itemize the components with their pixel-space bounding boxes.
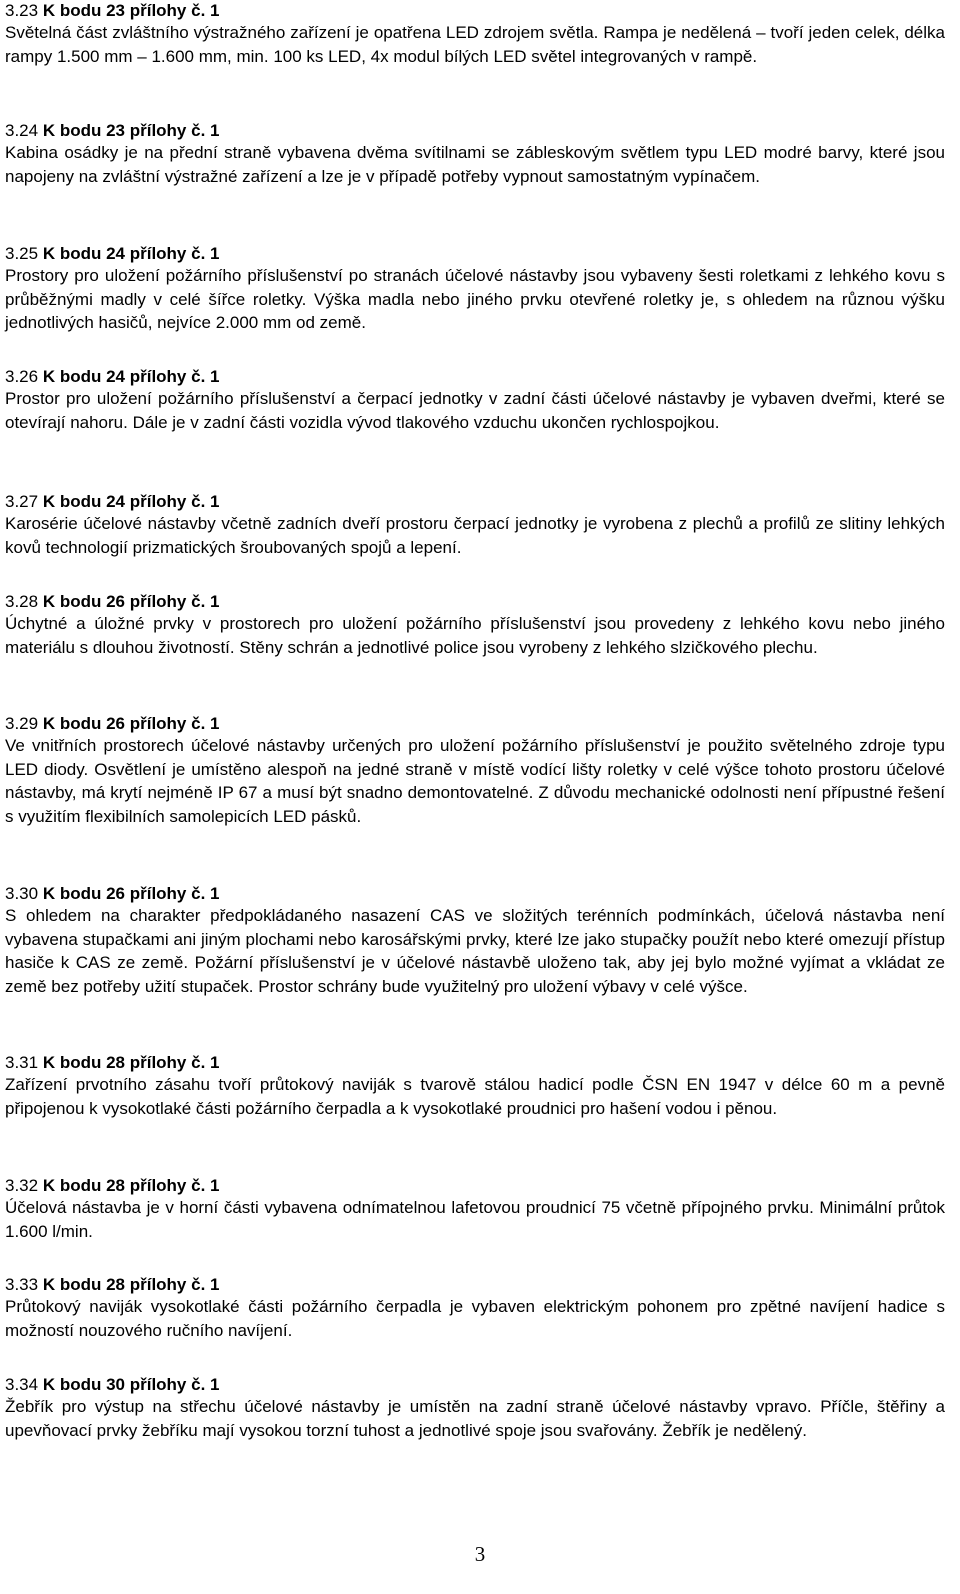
section-text bbox=[5, 387, 945, 434]
section-number: 3.28 bbox=[5, 592, 39, 611]
section-heading bbox=[5, 713, 945, 734]
section-title: K bodu 28 přílohy č. 1 bbox=[42, 1053, 220, 1072]
section-heading bbox=[5, 120, 945, 141]
section-title: K bodu 28 přílohy č. 1 bbox=[42, 1176, 220, 1195]
section-heading bbox=[5, 0, 945, 21]
section-3-24 bbox=[5, 120, 945, 188]
section-heading bbox=[5, 1052, 945, 1073]
section-heading bbox=[5, 1175, 945, 1196]
section-3-33 bbox=[5, 1274, 945, 1342]
section-heading bbox=[5, 491, 945, 512]
paragraph: Karosérie účelové nástavby včetně zadních dveří prostoru čerpací jednotky je vyrobena z plechů a profilů ze slitiny lehkých kovů technologií prizmatických šroubovaných spojů a lepení. bbox=[5, 514, 945, 557]
section-heading bbox=[5, 591, 945, 612]
paragraph: Výška madla nebo jiného prvku otevřené roletky je, s ohledem na různou výšku jednotlivých hasičů, nejvíce 2.000 mm od země. bbox=[5, 289, 945, 333]
section-number: 3.34 bbox=[5, 1375, 39, 1394]
section-number: 3.30 bbox=[5, 884, 39, 903]
section-text bbox=[5, 612, 945, 659]
section-text bbox=[5, 1395, 945, 1442]
section-number: 3.32 bbox=[5, 1176, 39, 1195]
section-title: K bodu 24 přílohy č. 1 bbox=[42, 492, 220, 511]
section-title: K bodu 24 přílohy č. 1 bbox=[42, 244, 220, 263]
section-text bbox=[5, 1196, 945, 1243]
section-3-28 bbox=[5, 591, 945, 659]
section-title: K bodu 28 přílohy č. 1 bbox=[42, 1275, 220, 1294]
paragraph: Osvětlení je umístěno alespoň na jedné straně v místě vodící lišty roletky v celé výšce tohoto prostoru účelové nástavby, má krytí nejméně IP 67 a musí být snadno demontovatelné. bbox=[5, 759, 945, 803]
section-title: K bodu 23 přílohy č. 1 bbox=[42, 121, 220, 140]
section-title: K bodu 26 přílohy č. 1 bbox=[42, 714, 220, 733]
section-3-32 bbox=[5, 1175, 945, 1243]
paragraph: Prostory pro uložení požárního příslušenství po stranách účelové nástavby jsou vybaveny šesti roletkami z lehkého kovu s průběžnými madly v celé šířce roletky. bbox=[5, 266, 945, 309]
paragraph: Průtokový naviják vysokotlaké části požárního čerpadla je vybaven elektrickým pohonem pro zpětné navíjení hadice s možností nouzového ručního navíjení. bbox=[5, 1297, 945, 1340]
section-3-29 bbox=[5, 713, 945, 829]
paragraph: S ohledem na charakter předpokládaného nasazení CAS ve složitých terénních podmínkách, účelová nástavba není vybavena stupačkami ani jiným plochami nebo karosářskými prvky, které lze jako stupačky použít nebo které omezují přístup hasiče k CAS ze země. bbox=[5, 906, 945, 973]
paragraph: Dále je v zadní části vozidla vývod tlakového vzduchu ukončen rychlospojkou. bbox=[132, 412, 720, 432]
section-text bbox=[5, 512, 945, 559]
section-3-25 bbox=[5, 243, 945, 335]
section-number: 3.33 bbox=[5, 1275, 39, 1294]
paragraph: Zařízení prvotního zásahu tvoří průtokový naviják s tvarově stálou hadicí podle ČSN EN 1947 v délce 60 m a pevně připojenou k vysokotlaké části požárního čerpadla a k vysokotlaké proudnici pro hašení vodou i pěnou. bbox=[5, 1075, 945, 1118]
paragraph: Úchytné a úložné prvky v prostorech pro uložení požárního příslušenství jsou provedeny z lehkého kovu nebo jiného materiálu s dlouhou životností. bbox=[5, 614, 945, 657]
section-title: K bodu 26 přílohy č. 1 bbox=[42, 592, 220, 611]
section-3-34 bbox=[5, 1374, 945, 1442]
section-title: K bodu 26 přílohy č. 1 bbox=[42, 884, 220, 903]
page-number: 3 bbox=[474, 1542, 486, 1566]
section-heading bbox=[5, 1274, 945, 1295]
section-number: 3.29 bbox=[5, 714, 39, 733]
section-text bbox=[5, 21, 945, 68]
section-heading bbox=[5, 1374, 945, 1395]
section-heading bbox=[5, 883, 945, 904]
section-3-23 bbox=[5, 0, 945, 68]
section-text bbox=[5, 1295, 945, 1342]
section-text bbox=[5, 1073, 945, 1120]
section-heading bbox=[5, 243, 945, 264]
paragraph: Kabina osádky je na přední straně vybavena dvěma svítilnami se zábleskovým světlem typu LED modré barvy, které jsou napojeny na zvláštní výstražné zařízení a lze je v případě potřeby vypnout samostatným vypínačem. bbox=[5, 143, 945, 186]
paragraph: Z důvodu mechanické odolnosti není přípustné řešení s využitím flexibilních samolepicích LED pásků. bbox=[5, 783, 945, 827]
paragraph: Účelová nástavba je v horní části vybavena odnímatelnou lafetovou proudnicí 75 včetně přípojného prvku. Minimální průtok 1.600 l/min. bbox=[5, 1198, 945, 1241]
section-number: 3.27 bbox=[5, 492, 39, 511]
paragraph: Světelná část zvláštního výstražného zařízení je opatřena LED zdrojem světla. Rampa je nedělená – tvoří jeden celek, délka rampy 1.500 mm – 1.600 mm, min. 100 ks LED, 4x modul bílých LED světel integrovaných v rampě. bbox=[5, 23, 945, 66]
section-text bbox=[5, 264, 945, 335]
section-title: K bodu 23 přílohy č. 1 bbox=[42, 1, 220, 20]
paragraph: Ve vnitřních prostorech účelové nástavby určených pro uložení požárního příslušenství je použito světelného zdroje typu LED diody. bbox=[5, 736, 945, 779]
section-text bbox=[5, 734, 945, 829]
paragraph: Prostor schrány bude využitelný pro uložení výbavy v celé výšce. bbox=[258, 977, 748, 997]
section-title: K bodu 30 přílohy č. 1 bbox=[42, 1375, 220, 1394]
section-3-31 bbox=[5, 1052, 945, 1120]
section-3-27 bbox=[5, 491, 945, 559]
section-3-30 bbox=[5, 883, 945, 999]
section-number: 3.24 bbox=[5, 121, 39, 140]
paragraph: Žebřík pro výstup na střechu účelové nástavby je umístěn na zadní straně účelové nástavby vpravo. Příčle, štěřiny a upevňovací prvky žebříku mají vysokou torzní tuhost a jednotlivé spoje jsou svařovány. Žebřík je nedělený. bbox=[5, 1397, 945, 1440]
paragraph: Požární příslušenství je v účelové nástavbě uloženo tak, aby jej bylo možné vyjímat a vkládat ze země bez potřeby užití stupaček. bbox=[5, 953, 945, 997]
paragraph: Stěny schrán a jednotlivé police jsou vyrobeny z lehkého slzičkového plechu. bbox=[239, 637, 818, 657]
section-number: 3.26 bbox=[5, 367, 39, 386]
section-text bbox=[5, 904, 945, 999]
section-number: 3.31 bbox=[5, 1053, 39, 1072]
section-number: 3.25 bbox=[5, 244, 39, 263]
section-number: 3.23 bbox=[5, 1, 39, 20]
section-heading bbox=[5, 366, 945, 387]
section-title: K bodu 24 přílohy č. 1 bbox=[42, 367, 220, 386]
paragraph: Prostor pro uložení požárního příslušenství a čerpací jednotky v zadní části účelové nástavby je vybaven dveřmi, které se otevírají nahoru. bbox=[5, 389, 945, 432]
section-text bbox=[5, 141, 945, 188]
section-3-26 bbox=[5, 366, 945, 434]
